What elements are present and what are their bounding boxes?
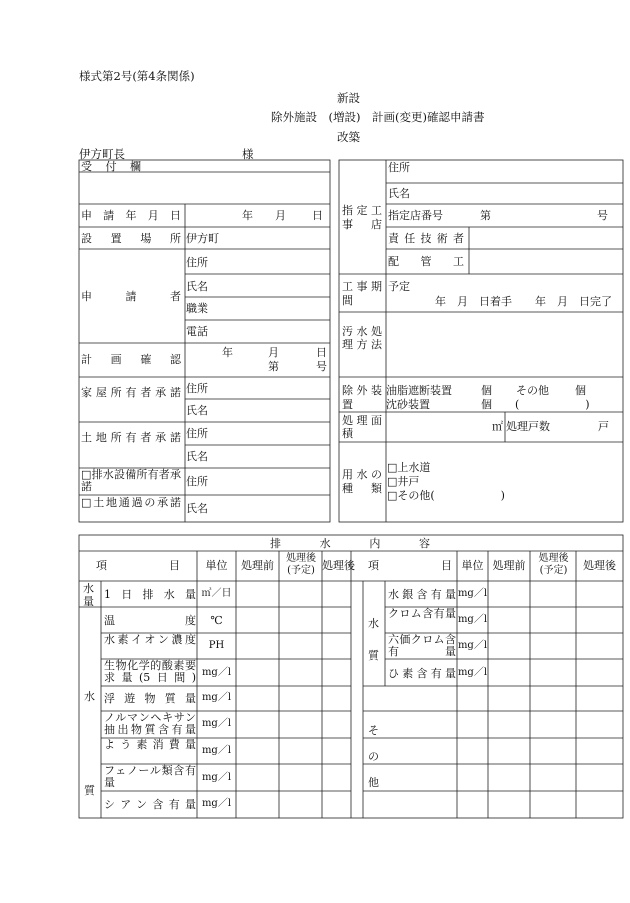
applicant-job[interactable]: 職業 (186, 302, 208, 315)
contractor-address[interactable]: 住所 (388, 161, 410, 174)
facility-oil-unit: 個 (481, 384, 492, 397)
row-chromium: クロム含有量 (388, 607, 456, 620)
header-before-right: 処理前 (492, 559, 526, 572)
plan-day: 日 (316, 346, 327, 359)
plan-year: 年 (222, 346, 233, 359)
plan-go: 号 (316, 360, 327, 373)
form-title: 除外施設 (増設) 計画(変更)確認申請書 (271, 110, 485, 124)
plan-no: 第 (268, 360, 279, 373)
unit-bod: mg／l (201, 667, 232, 678)
unit-temperature: ℃ (210, 614, 223, 627)
water-option-well[interactable]: □井戸 (387, 475, 420, 488)
reception-label: 受付欄 (81, 160, 141, 173)
house-owner-address[interactable]: 住所 (186, 382, 208, 395)
unit-n-hexane: mg／l (201, 718, 232, 729)
unit-mercury: mg／l (457, 588, 488, 599)
group-other: その他 (368, 724, 379, 789)
drain-owner-label[interactable]: □排水設備所有者承諾 (81, 468, 181, 493)
schedule-start[interactable]: 年 月 日着手 (435, 295, 512, 308)
plan-month: 月 (268, 346, 279, 359)
unit-phenol: mg／l (201, 772, 232, 783)
households-unit: 戸 (598, 420, 609, 433)
facility-sand: 沈砂装置 (386, 398, 430, 411)
applicant-label: 申請者 (81, 290, 181, 303)
header-planned-left: 処理後(予定) (286, 553, 316, 576)
unit-iodine: mg／l (201, 745, 232, 756)
water-option-tap[interactable]: □上水道 (387, 461, 431, 474)
row-cyanide: シアン含有量 (104, 798, 196, 811)
header-unit-right: 単位 (461, 559, 484, 572)
unit-ph: PH (208, 640, 225, 651)
header-planned-right: 処理後(予定) (538, 553, 569, 576)
header-after-right: 処理後 (583, 559, 616, 572)
facility-other-unit: 個 (575, 384, 586, 397)
facility-other: その他 (516, 384, 549, 397)
header-after-left: 処理後 (322, 559, 355, 572)
facility-sand-unit: 個 (481, 398, 492, 411)
plan-confirm-label: 計画確認 (81, 353, 181, 366)
header-item-right: 項目 (368, 559, 452, 572)
unit-daily-volume: ㎥／日 (201, 588, 232, 599)
addressee: 伊方町長 (79, 147, 125, 161)
site-value[interactable]: 伊方町 (186, 232, 219, 245)
row-temperature: 温度 (104, 614, 196, 627)
applicant-name[interactable]: 氏名 (186, 280, 208, 293)
title-revise: 改築 (337, 130, 360, 144)
drain-table-title: 排水内容 (270, 537, 430, 550)
form-number: 様式第2号(第4条関係) (79, 69, 195, 83)
treatment-label: 汚水処理方法 (342, 325, 382, 351)
header-item-left: 項目 (96, 559, 180, 572)
title-new: 新設 (337, 91, 360, 105)
house-owner-label: 家屋所有者承諾 (81, 386, 181, 399)
row-hexavalent-chromium: 六価クロム含有量 (388, 633, 456, 658)
row-daily-volume: 1日排水量 (104, 588, 196, 601)
schedule-label: 工事期間 (342, 280, 382, 307)
site-label: 設置場所 (81, 232, 181, 245)
row-arsenic: ひ素含有量 (388, 667, 456, 680)
engineer-label: 責任技術者 (388, 232, 464, 245)
unit-hexavalent-chromium: mg／l (457, 640, 488, 651)
reception-field[interactable] (81, 174, 328, 202)
unit-chromium: mg／l (457, 614, 488, 625)
area-unit: ㎡ (492, 420, 503, 433)
group-water-quality-left: 水質 (84, 690, 95, 797)
land-owner-address[interactable]: 住所 (186, 427, 208, 440)
unit-ss: mg／l (201, 692, 232, 703)
schedule-end[interactable]: 年 月 日完了 (535, 295, 612, 308)
header-unit-left: 単位 (205, 559, 228, 572)
road-consent-label[interactable]: □土地通過の承諾 (81, 496, 181, 509)
households-label: 処理戸数 (506, 420, 550, 433)
row-mercury: 水銀含有量 (388, 588, 456, 601)
row-phenol: フェノール類含有量 (104, 764, 196, 789)
water-option-other[interactable]: □その他( ) (387, 489, 505, 502)
contractor-no-go: 号 (597, 209, 608, 222)
date-year: 年 (242, 209, 253, 222)
water-type-label: 用水の種類 (342, 468, 382, 495)
row-n-hexane: ノルマンヘキサン抽出物質含有量 (104, 711, 196, 736)
land-owner-label: 土地所有者承諾 (81, 431, 181, 444)
area-label: 処理面積 (342, 414, 382, 440)
header-before-left: 処理前 (241, 559, 274, 572)
unit-arsenic: mg／l (457, 667, 488, 678)
row-bod: 生物化学的酸素要求量(5日間) (104, 659, 196, 684)
contractor-label: 指定工事店 (342, 204, 382, 231)
applicant-address[interactable]: 住所 (186, 256, 208, 269)
facility-paren[interactable]: ( ) (515, 398, 590, 411)
row-iodine: よう素消費量 (104, 738, 196, 751)
date-month: 月 (275, 209, 286, 222)
treatment-field[interactable] (388, 315, 621, 375)
contractor-no-label: 指定店番号 (388, 209, 443, 222)
drain-owner-address[interactable]: 住所 (186, 475, 208, 488)
applicant-phone[interactable]: 電話 (186, 325, 208, 338)
facility-label: 除外装置 (342, 384, 382, 411)
schedule-yotei: 予定 (388, 280, 410, 293)
date-day: 日 (312, 209, 323, 222)
contractor-name[interactable]: 氏名 (388, 187, 410, 200)
road-consent-name[interactable]: 氏名 (186, 502, 208, 515)
group-water-volume: 水量 (83, 582, 94, 608)
row-ph: 水素イオン濃度 (104, 633, 196, 646)
facility-oil: 油脂遮断装置 (386, 384, 452, 397)
addressee-suffix: 様 (242, 147, 254, 161)
row-ss: 浮遊物質量 (104, 692, 196, 705)
unit-cyanide: mg／l (201, 798, 232, 809)
plumber-label: 配管工 (388, 255, 464, 268)
application-date-label: 申請年月日 (81, 209, 181, 222)
group-water-quality-right: 水質 (368, 617, 379, 662)
house-owner-name[interactable]: 氏名 (186, 404, 208, 417)
contractor-no-dai: 第 (480, 209, 491, 222)
land-owner-name[interactable]: 氏名 (186, 450, 208, 463)
